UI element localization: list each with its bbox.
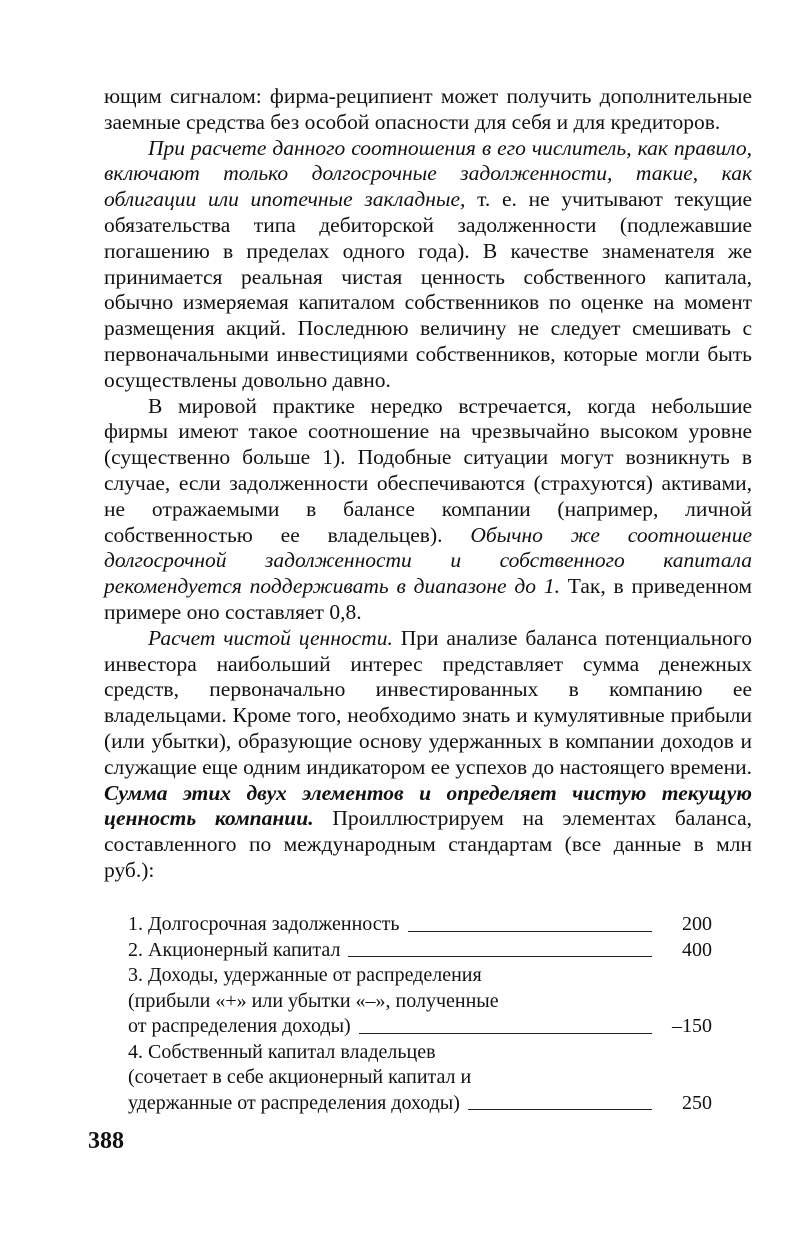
item-label-line: (прибыли «+» или убытки «–», полученные: [128, 989, 499, 1012]
paragraph-net-worth: [104, 626, 752, 884]
balance-items-list: [128, 912, 712, 1116]
item-label: от распределения доходы): [128, 1015, 351, 1037]
leader-line: [408, 931, 652, 932]
paragraph-text: Проиллюстрируем на элементах баланса, составленного по международным стандартам (все данные в млн руб.):: [104, 806, 752, 882]
paragraph-continuation: [104, 84, 752, 136]
paragraph-text: т. е. не учитывают текущие обязательства типа дебиторской задолженности (подлежавшие погашению в пределах одного года). В качестве знаменателя же принимается реальная чистая ценность собственного капитала, обычно измеряемая капиталом собственников по оценке на момент размещения акций. Последнюю величину не следует смешивать с первоначальными инвестициями собственников, которые могли быть осуществлены довольно давно.: [104, 187, 752, 392]
paragraph-text: При анализе баланса потенциального инвестора наибольший интерес представляет сумма денежных средств, первоначально инвестированных в компанию ее владельцами. Кроме того, необходимо знать и кумулятивные прибыли (или убытки), образующие основу удержанных в компании доходов и служащие еще одним индикатором ее успехов до настоящего времени.: [104, 625, 752, 779]
list-item-line: [128, 912, 712, 938]
item-label-line: 3. Доходы, удержанные от распределения: [128, 964, 482, 986]
item-label-line: (сочетает в себе акционерный капитал и: [128, 1066, 472, 1088]
paragraph-text: Так, в приведенном примере оно составляет 0,8.: [104, 574, 753, 624]
paragraph-text: В мировой практике нередко встречается, когда небольшие фирмы имеют такое соотношение на чрезвычайно высоком уровне (существенно больше 1). Подобные ситуации могут возникнуть в случае, если задолженности обеспечиваются (страхуются) активами, не отражаемыми в балансе компании (например, личной собственностью ее владельцев).: [104, 393, 752, 547]
item-label-line: 4. Собственный капитал владельцев: [128, 1040, 436, 1063]
list-item-line: [128, 1091, 712, 1117]
leader-line: [359, 1033, 652, 1034]
leader-line: [348, 956, 652, 957]
paragraph-text: ющим сигналом: фирма-реципиент может получить дополнительные заемные средства без особой опасности для себя и для кредиторов.: [104, 84, 752, 134]
leader-line: [468, 1109, 652, 1110]
list-item: [128, 963, 712, 1040]
list-item: [128, 1040, 712, 1117]
list-item-line: [128, 1014, 712, 1040]
paragraph-ratio-calculation: [104, 136, 752, 394]
italic-emphasis: При расчете данного соотношения в его числитель, как правило, включают только долгосрочные задолженности, такие, как облигации или ипотечные закладные,: [104, 135, 752, 212]
item-value: 250: [682, 1091, 712, 1114]
item-label: удержанные от распределения доходы): [128, 1091, 460, 1114]
item-value: 400: [682, 938, 712, 961]
paragraph-world-practice: [104, 394, 752, 626]
section-run-in-heading: Расчет чистой ценности.: [148, 625, 393, 650]
list-item-line: [128, 938, 712, 964]
page-number: 388: [88, 1128, 124, 1154]
list-item: [128, 938, 712, 964]
italic-emphasis: Обычно же соотношение долгосрочной задолженности и собственного капитала рекомендуется поддерживать в диапазоне до 1.: [104, 522, 752, 599]
list-item: [128, 912, 712, 938]
item-label: 1. Долгосрочная задолженность: [128, 913, 400, 935]
item-value: –150: [672, 1015, 712, 1037]
body-text: [104, 84, 752, 884]
bold-italic-emphasis: Сумма этих двух элементов и определяет чистую текущую ценность компании.: [104, 780, 752, 831]
item-label: 2. Акционерный капитал: [128, 938, 341, 961]
item-value: 200: [682, 913, 712, 935]
